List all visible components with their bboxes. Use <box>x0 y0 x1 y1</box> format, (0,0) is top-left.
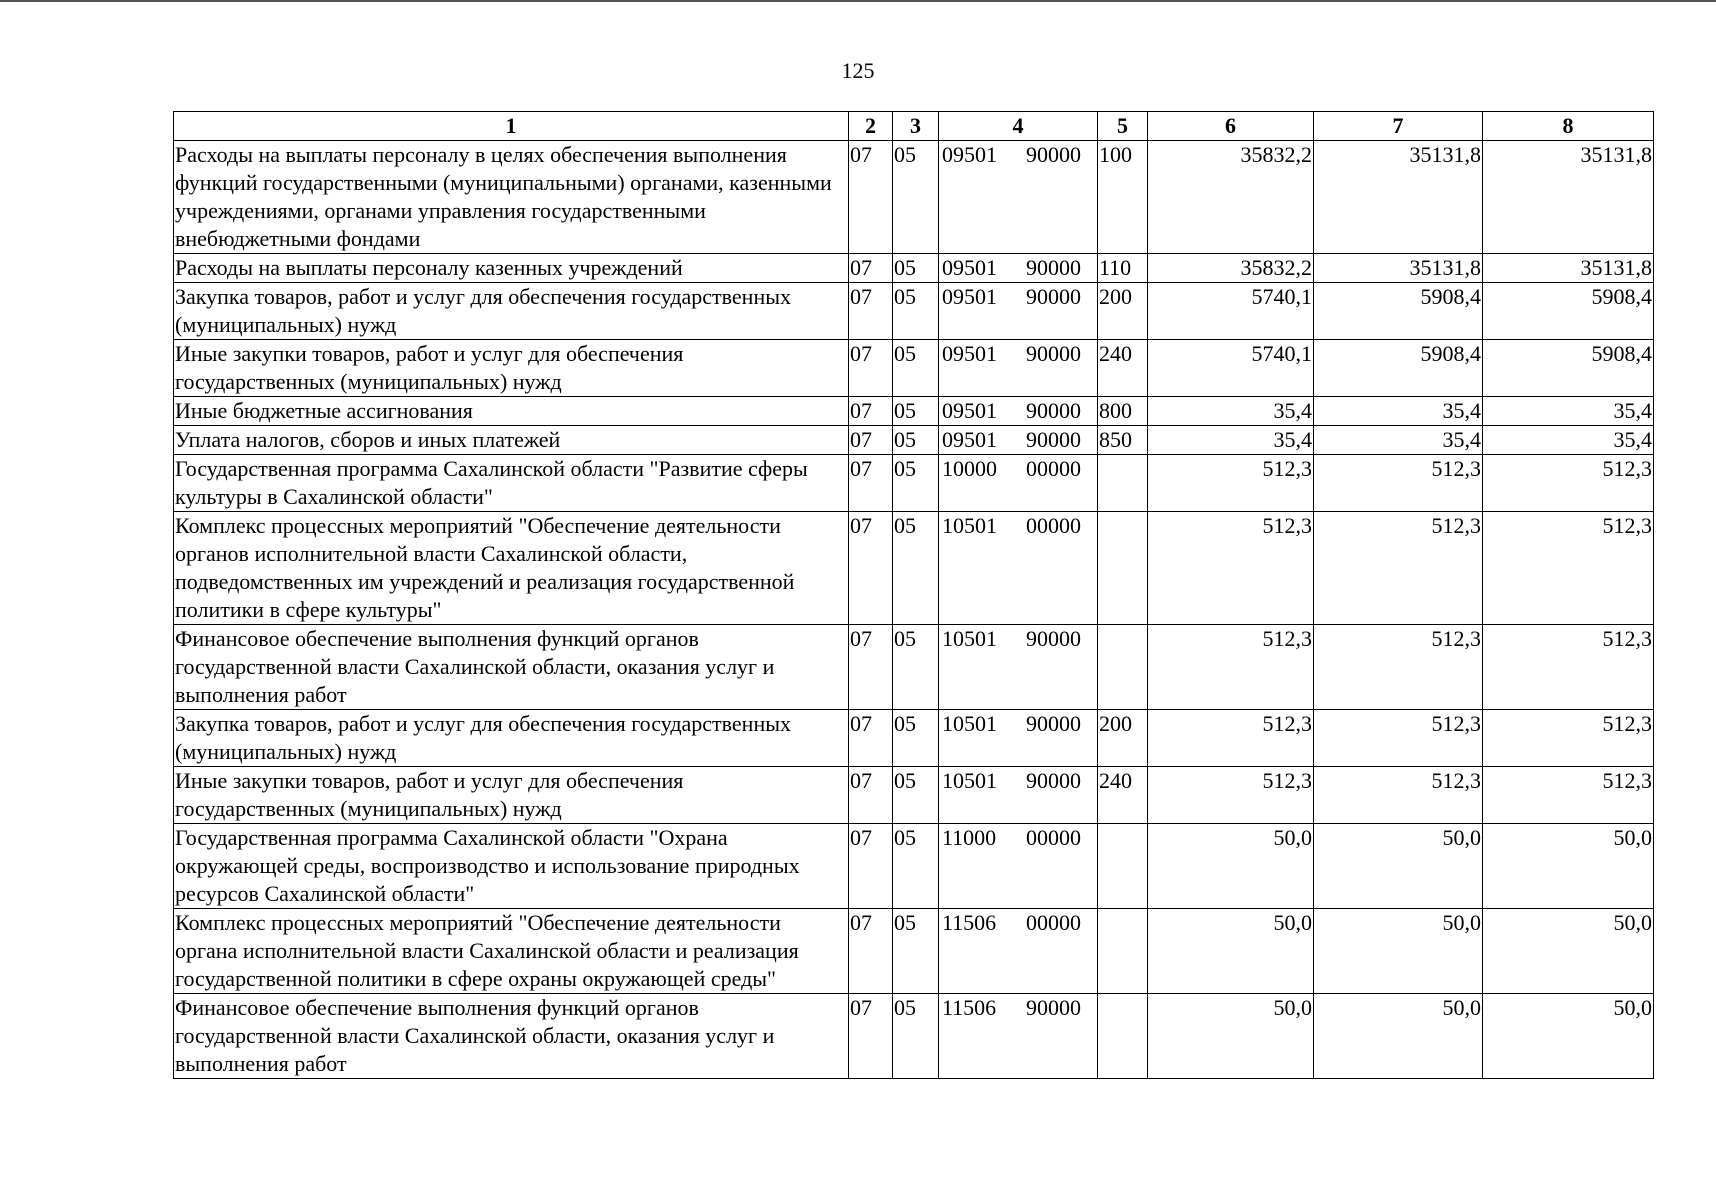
target-article-code <box>939 455 1098 512</box>
target-article-direction-part: 90000 <box>1026 284 1081 309</box>
target-article-direction-part: 90000 <box>1026 427 1081 452</box>
section-code: 07 <box>849 512 893 625</box>
column-header-3: 3 <box>893 112 939 141</box>
amount-col-6: 50,0 <box>1148 994 1314 1079</box>
column-header-6: 6 <box>1148 112 1314 141</box>
section-code: 07 <box>849 141 893 254</box>
expense-type-code: 100 <box>1098 141 1148 254</box>
amount-col-7: 50,0 <box>1314 824 1483 909</box>
expense-type-code: 110 <box>1098 254 1148 283</box>
target-article-direction-part: 90000 <box>1026 341 1081 366</box>
amount-col-8: 50,0 <box>1483 994 1654 1079</box>
amount-col-7: 35,4 <box>1314 426 1483 455</box>
table-row <box>174 340 1654 397</box>
amount-col-8: 512,3 <box>1483 512 1654 625</box>
amount-col-6: 512,3 <box>1148 455 1314 512</box>
amount-col-7: 512,3 <box>1314 512 1483 625</box>
row-description: Закупка товаров, работ и услуг для обеспечения государственных (муниципальных) нужд <box>174 710 849 767</box>
row-description: Расходы на выплаты персоналу в целях обеспечения выполнения функций государственными (муниципальными) органами, казенными учреждениями, органами управления государственными внебюджетными фондами <box>174 141 849 254</box>
table-body <box>174 141 1654 1079</box>
target-article-direction-part: 00000 <box>1026 456 1081 481</box>
scan-edge-line <box>0 0 1716 2</box>
amount-col-7: 50,0 <box>1314 994 1483 1079</box>
section-code: 07 <box>849 254 893 283</box>
subsection-code: 05 <box>893 141 939 254</box>
section-code: 07 <box>849 710 893 767</box>
expense-type-code: 240 <box>1098 340 1148 397</box>
amount-col-8: 35131,8 <box>1483 141 1654 254</box>
column-header-5: 5 <box>1098 112 1148 141</box>
target-article-program-part: 09501 <box>942 341 997 366</box>
amount-col-6: 512,3 <box>1148 625 1314 710</box>
header-row <box>174 112 1654 141</box>
target-article-code <box>939 283 1098 340</box>
section-code: 07 <box>849 426 893 455</box>
target-article-direction-part: 90000 <box>1026 255 1081 280</box>
target-article-program-part: 11000 <box>942 825 997 850</box>
amount-col-8: 5908,4 <box>1483 340 1654 397</box>
expense-type-code <box>1098 625 1148 710</box>
amount-col-7: 35,4 <box>1314 397 1483 426</box>
target-article-direction-part: 90000 <box>1026 626 1081 651</box>
amount-col-6: 512,3 <box>1148 512 1314 625</box>
subsection-code: 05 <box>893 340 939 397</box>
table-row <box>174 710 1654 767</box>
table-row <box>174 455 1654 512</box>
page-number: 125 <box>841 58 875 83</box>
target-article-program-part: 09501 <box>942 284 997 309</box>
subsection-code: 05 <box>893 824 939 909</box>
table-row <box>174 824 1654 909</box>
target-article-program-part: 10000 <box>942 456 997 481</box>
target-article-program-part: 10501 <box>942 513 997 538</box>
amount-col-8: 512,3 <box>1483 625 1654 710</box>
target-article-direction-part: 00000 <box>1026 825 1081 850</box>
section-code: 07 <box>849 283 893 340</box>
table-row <box>174 994 1654 1079</box>
target-article-direction-part: 90000 <box>1026 768 1081 793</box>
row-description: Уплата налогов, сборов и иных платежей <box>174 426 849 455</box>
amount-col-6: 512,3 <box>1148 710 1314 767</box>
column-header-2: 2 <box>849 112 893 141</box>
row-description: Комплекс процессных мероприятий "Обеспечение деятельности органов исполнительной власти Сахалинской области, подведомственных им учреждений и реализация государственной политики в сфере культуры" <box>174 512 849 625</box>
expense-type-code <box>1098 824 1148 909</box>
subsection-code: 05 <box>893 283 939 340</box>
column-header-7: 7 <box>1314 112 1483 141</box>
section-code: 07 <box>849 767 893 824</box>
section-code: 07 <box>849 397 893 426</box>
expense-type-code: 200 <box>1098 283 1148 340</box>
amount-col-7: 512,3 <box>1314 455 1483 512</box>
table-row <box>174 141 1654 254</box>
row-description: Финансовое обеспечение выполнения функций органов государственной власти Сахалинской области, оказания услуг и выполнения работ <box>174 994 849 1079</box>
amount-col-7: 35131,8 <box>1314 141 1483 254</box>
section-code: 07 <box>849 340 893 397</box>
table-row <box>174 397 1654 426</box>
target-article-direction-part: 90000 <box>1026 142 1081 167</box>
target-article-program-part: 10501 <box>942 768 997 793</box>
target-article-program-part: 09501 <box>942 427 997 452</box>
target-article-code <box>939 397 1098 426</box>
target-article-program-part: 09501 <box>942 398 997 423</box>
amount-col-6: 35,4 <box>1148 397 1314 426</box>
section-code: 07 <box>849 625 893 710</box>
section-code: 07 <box>849 994 893 1079</box>
amount-col-7: 512,3 <box>1314 767 1483 824</box>
target-article-code <box>939 994 1098 1079</box>
subsection-code: 05 <box>893 909 939 994</box>
target-article-code <box>939 909 1098 994</box>
row-description: Закупка товаров, работ и услуг для обеспечения государственных (муниципальных) нужд <box>174 283 849 340</box>
column-header-4: 4 <box>939 112 1098 141</box>
target-article-code <box>939 426 1098 455</box>
subsection-code: 05 <box>893 767 939 824</box>
target-article-code <box>939 824 1098 909</box>
target-article-code <box>939 340 1098 397</box>
amount-col-6: 5740,1 <box>1148 283 1314 340</box>
amount-col-7: 5908,4 <box>1314 340 1483 397</box>
target-article-program-part: 09501 <box>942 255 997 280</box>
expense-type-code <box>1098 512 1148 625</box>
target-article-code <box>939 625 1098 710</box>
table-row <box>174 283 1654 340</box>
table-row <box>174 254 1654 283</box>
subsection-code: 05 <box>893 710 939 767</box>
target-article-direction-part: 00000 <box>1026 910 1081 935</box>
amount-col-7: 35131,8 <box>1314 254 1483 283</box>
amount-col-7: 5908,4 <box>1314 283 1483 340</box>
expense-type-code: 850 <box>1098 426 1148 455</box>
row-description: Иные закупки товаров, работ и услуг для обеспечения государственных (муниципальных) нужд <box>174 340 849 397</box>
column-header-8: 8 <box>1483 112 1654 141</box>
amount-col-7: 512,3 <box>1314 625 1483 710</box>
target-article-program-part: 09501 <box>942 142 997 167</box>
amount-col-8: 5908,4 <box>1483 283 1654 340</box>
section-code: 07 <box>849 824 893 909</box>
target-article-code <box>939 141 1098 254</box>
expense-type-code <box>1098 909 1148 994</box>
amount-col-7: 50,0 <box>1314 909 1483 994</box>
section-code: 07 <box>849 455 893 512</box>
amount-col-8: 35,4 <box>1483 397 1654 426</box>
subsection-code: 05 <box>893 397 939 426</box>
table-row <box>174 512 1654 625</box>
amount-col-6: 35832,2 <box>1148 254 1314 283</box>
amount-col-6: 5740,1 <box>1148 340 1314 397</box>
column-header-1: 1 <box>174 112 849 141</box>
row-description: Иные закупки товаров, работ и услуг для обеспечения государственных (муниципальных) нужд <box>174 767 849 824</box>
target-article-code <box>939 710 1098 767</box>
target-article-direction-part: 90000 <box>1026 398 1081 423</box>
budget-table <box>173 111 1654 1079</box>
amount-col-6: 50,0 <box>1148 824 1314 909</box>
amount-col-8: 50,0 <box>1483 824 1654 909</box>
subsection-code: 05 <box>893 994 939 1079</box>
subsection-code: 05 <box>893 254 939 283</box>
target-article-direction-part: 90000 <box>1026 711 1081 736</box>
subsection-code: 05 <box>893 625 939 710</box>
expense-type-code: 240 <box>1098 767 1148 824</box>
expense-type-code <box>1098 994 1148 1079</box>
amount-col-8: 512,3 <box>1483 767 1654 824</box>
subsection-code: 05 <box>893 512 939 625</box>
amount-col-6: 512,3 <box>1148 767 1314 824</box>
table-row <box>174 909 1654 994</box>
target-article-program-part: 11506 <box>942 910 997 935</box>
table-row <box>174 625 1654 710</box>
target-article-direction-part: 90000 <box>1026 995 1081 1020</box>
section-code: 07 <box>849 909 893 994</box>
target-article-code <box>939 254 1098 283</box>
target-article-program-part: 11506 <box>942 995 997 1020</box>
row-description: Иные бюджетные ассигнования <box>174 397 849 426</box>
amount-col-7: 512,3 <box>1314 710 1483 767</box>
row-description: Государственная программа Сахалинской области "Охрана окружающей среды, воспроизводство и использование природных ресурсов Сахалинской области" <box>174 824 849 909</box>
row-description: Расходы на выплаты персоналу казенных учреждений <box>174 254 849 283</box>
subsection-code: 05 <box>893 455 939 512</box>
target-article-direction-part: 00000 <box>1026 513 1081 538</box>
expense-type-code <box>1098 455 1148 512</box>
amount-col-6: 35832,2 <box>1148 141 1314 254</box>
row-description: Комплекс процессных мероприятий "Обеспечение деятельности органа исполнительной власти Сахалинской области и реализация государственной политики в сфере охраны окружающей среды" <box>174 909 849 994</box>
target-article-code <box>939 512 1098 625</box>
amount-col-8: 35131,8 <box>1483 254 1654 283</box>
subsection-code: 05 <box>893 426 939 455</box>
amount-col-6: 50,0 <box>1148 909 1314 994</box>
row-description: Финансовое обеспечение выполнения функций органов государственной власти Сахалинской области, оказания услуг и выполнения работ <box>174 625 849 710</box>
target-article-program-part: 10501 <box>942 711 997 736</box>
expense-type-code: 200 <box>1098 710 1148 767</box>
table-row <box>174 426 1654 455</box>
amount-col-8: 512,3 <box>1483 455 1654 512</box>
expense-type-code: 800 <box>1098 397 1148 426</box>
amount-col-6: 35,4 <box>1148 426 1314 455</box>
amount-col-8: 35,4 <box>1483 426 1654 455</box>
table-row <box>174 767 1654 824</box>
amount-col-8: 512,3 <box>1483 710 1654 767</box>
amount-col-8: 50,0 <box>1483 909 1654 994</box>
target-article-program-part: 10501 <box>942 626 997 651</box>
row-description: Государственная программа Сахалинской области "Развитие сферы культуры в Сахалинской области" <box>174 455 849 512</box>
target-article-code <box>939 767 1098 824</box>
